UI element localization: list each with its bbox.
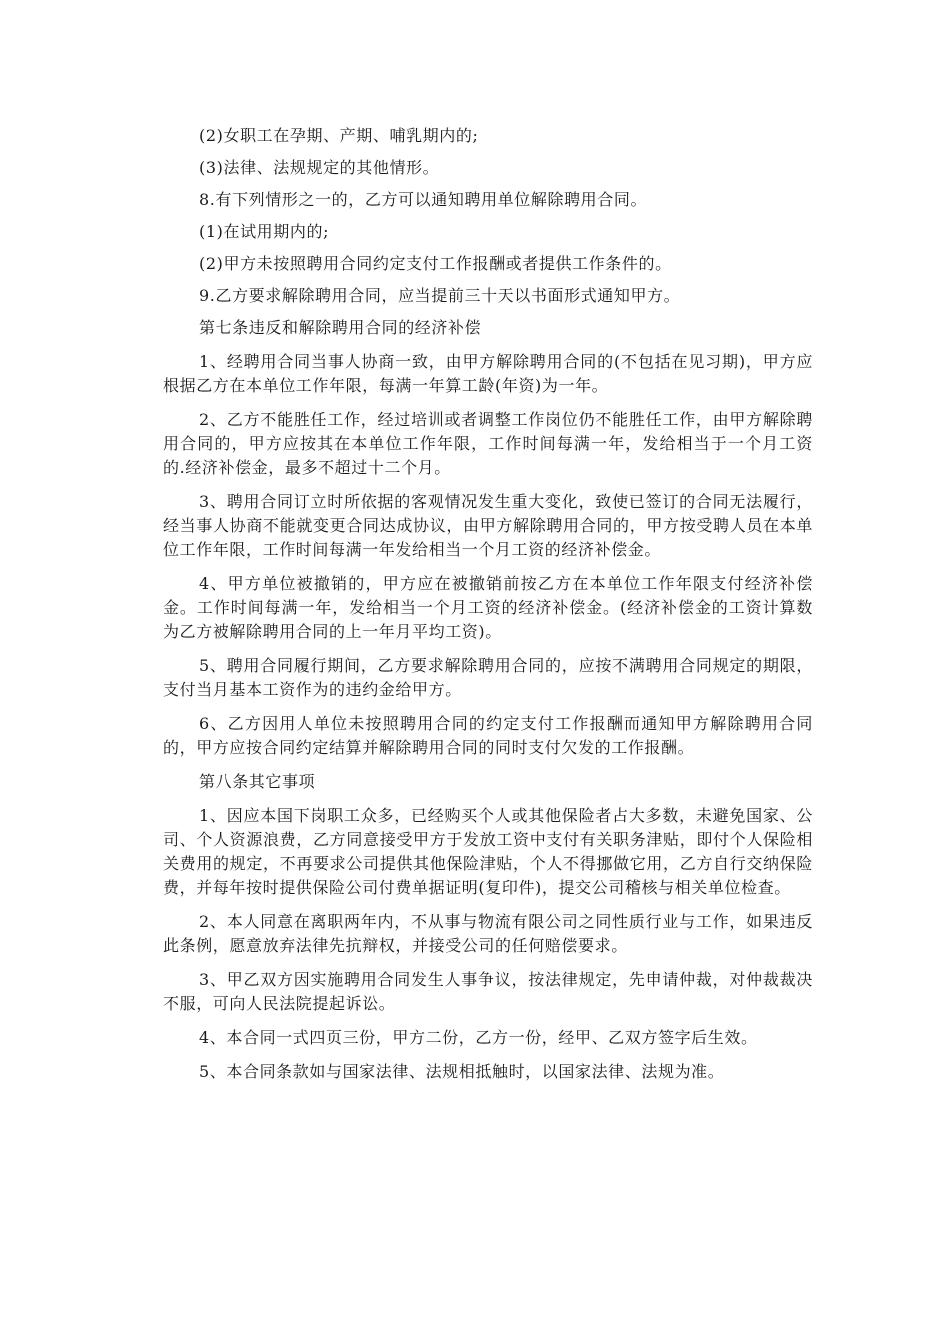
article-7-item-6: 6、乙方因用人单位未按照聘用合同的约定支付工作报酬而通知甲方解除聘用合同的，甲方应按合同约定结算并解除聘用合同的同时支付欠发的工作报酬。 <box>163 714 813 757</box>
article-8-heading: 第八条其它事项 <box>199 772 316 791</box>
clause-9: 9.乙方要求解除聘用合同，应当提前三十天以书面形式通知甲方。 <box>199 286 681 305</box>
article-7-item-3: 3、聘用合同订立时所依据的客观情况发生重大变化，致使已签订的合同无法履行，经当事人协商不能就变更合同达成协议，由甲方解除聘用合同的，甲方按受聘人员在本单位工作年限，工作时间每满一年发给相当一个月工资的经济补偿金。 <box>163 492 813 559</box>
article-8-item-3: 3、甲乙双方因实施聘用合同发生人事争议，按法律规定，先申请仲裁，对仲裁裁决不服，可向人民法院提起诉讼。 <box>163 970 813 1013</box>
clause-item-3-other: (3)法律、法规规定的其他情形。 <box>199 158 440 177</box>
clause-8: 8.有下列情形之一的，乙方可以通知聘用单位解除聘用合同。 <box>199 190 648 209</box>
clause-item-2-pregnancy: (2)女职工在孕期、产期、哺乳期内的; <box>199 126 479 145</box>
article-7-heading: 第七条违反和解除聘用合同的经济补偿 <box>199 318 482 337</box>
article-8-item-5: 5、本合同条款如与国家法律、法规相抵触时，以国家法律、法规为准。 <box>199 1062 725 1081</box>
article-8-item-4: 4、本合同一式四页三份，甲方二份，乙方一份，经甲、乙双方签字后生效。 <box>199 1028 758 1047</box>
article-7-item-2: 2、乙方不能胜任工作，经过培训或者调整工作岗位仍不能胜任工作，由甲方解除聘用合同的，甲方应按其在本单位工作年限，工作时间每满一年，发给相当于一个月工资的.经济补偿金，最多不超过十二个月。 <box>163 410 813 477</box>
document-body <box>163 124 813 1094</box>
article-8-item-1: 1、因应本国下岗职工众多，已经购买个人或其他保险者占大多数，未避免国家、公司、个人资源浪费，乙方同意接受甲方于发放工资中支付有关职务津贴，即付个人保险相关费用的规定，不再要求公司提供其他保险津贴，个人不得挪做它用，乙方自行交纳保险费，并每年按时提供保险公司付费单据证明(复印件)，提交公司稽核与相关单位检查。 <box>163 806 813 897</box>
article-7-item-4: 4、甲方单位被撤销的，甲方应在被撤销前按乙方在本单位工作年限支付经济补偿金。工作时间每满一年，发给相当一个月工资的经济补偿金。(经济补偿金的工资计算数为乙方被解除聘用合同的上一年月平均工资)。 <box>163 574 813 641</box>
clause-8-item-1: (1)在试用期内的; <box>199 222 330 241</box>
article-7-item-1: 1、经聘用合同当事人协商一致，由甲方解除聘用合同的(不包括在见习期)，甲方应根据乙方在本单位工作年限，每满一年算工龄(年资)为一年。 <box>163 352 813 395</box>
article-7-item-5: 5、聘用合同履行期间，乙方要求解除聘用合同的，应按不满聘用合同规定的期限，支付当月基本工资作为的违约金给甲方。 <box>163 656 813 699</box>
clause-8-item-2: (2)甲方未按照聘用合同约定支付工作报酬或者提供工作条件的。 <box>199 254 672 273</box>
article-8-item-2: 2、本人同意在离职两年内，不从事与物流有限公司之同性质行业与工作，如果违反此条例，愿意放弃法律先抗辩权，并接受公司的任何赔偿要求。 <box>163 912 813 955</box>
